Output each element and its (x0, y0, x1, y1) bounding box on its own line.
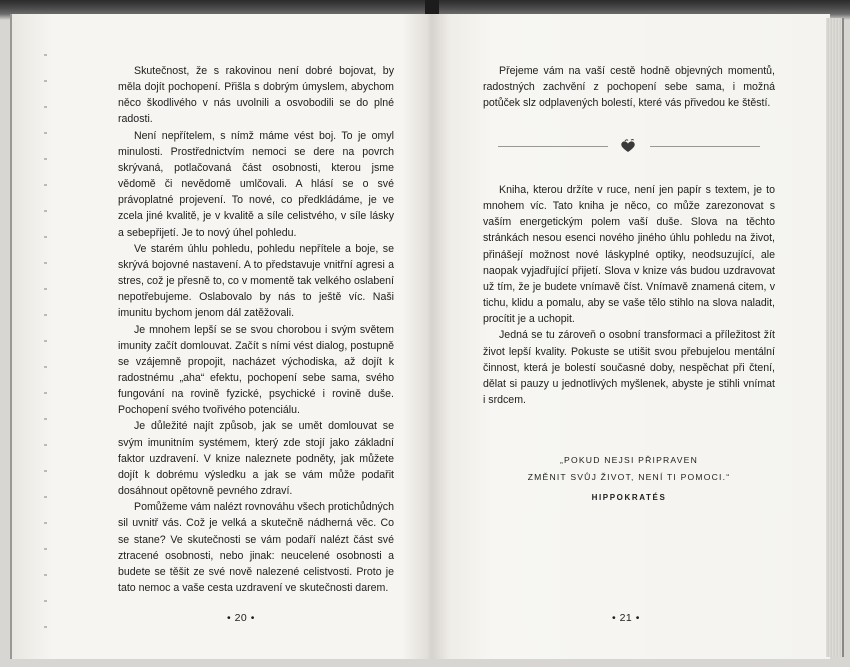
page-number-left: • 20 • (227, 612, 255, 624)
paragraph: Ve starém úhlu pohledu, pohledu nepřítele a boje, se skrývá bojovné nastavení. A to představuje vnitřní agresi a stres, což je přesně to, co v momentě tak velkého oslabení nepotřebujeme. Oslabovalo by nás to ještě víc. Naši imunitu bychom jenom dál zatěžovali. (118, 242, 394, 320)
quote-line: ZMĚNIT SVŮJ ŽIVOT, NENÍ TI POMOCI.“ (527, 472, 731, 482)
paragraph: Je mnohem lepší se se svou chorobou i svým světem imunity začít domlouvat. Začít s ními vést dialog, postupně se vzájemně propojit, nacházet východiska, až dojít k radostnému „aha“ efektu, pochopení sebe sama, svého fungování na rovině fyzické, psychické i rovině duše. Pochopení svého tvořivého potenciálu. (118, 323, 394, 417)
paragraph: Kniha, kterou držíte v ruce, není jen papír s textem, je to mnohem víc. Tato kniha je něco, co může zarezonovat s vaším energetickým polem vaší duše. Slova na těchto stránkách nesou esenci nového jiného úhlu pohledu na život, přinášejí možnost nové láskyplné optiky, neodsuzující, ale naopak vyjadřující přijetí. Slova v knize vás budou uzdravovat už tím, že je budete vnímavě číst. Vnímavě znamená citem, v tichu, klidu a pomalu, aby se vaše tělo stihlo na slova naladit, procítit je a uchopit. (483, 184, 775, 326)
divider-line (498, 146, 608, 147)
quote-line: „POKUD NEJSI PŘIPRAVEN (560, 455, 698, 465)
right-page-text (483, 182, 775, 408)
paragraph: Není nepřítelem, s nímž máme vést boj. To je omyl minulosti. Prostřednictvím nemoci se dere na povrch skrývaná, potlačovaná část osobnosti, kterou jsme vědomě či nevědomě umlčovali. A hlásí se o své právoplatné projevení. To nové, co předkládáme, je ve zcela jiné kvalitě, je v kvalitě a síle celistvého, v síle lásky a sebepřijetí. Je to nový úhel pohledu. (118, 129, 394, 239)
paragraph: Skutečnost, že s rakovinou není dobré bojovat, by měla dojít pochopení. Přišla s dobrým úmyslem, abychom něco škodlivého v nás uvolnili a osvobodili se do plné radosti. (118, 65, 394, 126)
page-edges (826, 18, 844, 657)
intro-paragraph: Přejeme vám na vaší cestě hodně objevných momentů, radostných zachvění z pochopení sebe sama, i možná potůček slz odplavených bolestí, které vás přivedou ke štěstí. (483, 65, 775, 110)
heart-ornament-icon (616, 138, 640, 154)
right-page-intro (483, 63, 775, 111)
binding-marks (44, 40, 47, 630)
page-number-right: • 21 • (612, 612, 640, 624)
divider-line (650, 146, 760, 147)
paragraph: Je důležité najít způsob, jak se umět domlouvat se svým imunitním systémem, který zde stojí jako základní faktor uzdravení. V knize naleznete podněty, jak můžete dojít k dobrému výsledku a jak se vám může podařit dosáhnout opětovně pevného zdraví. (118, 420, 394, 498)
quote-author: HIPPOKRATÉS (591, 493, 667, 502)
ornament-divider (498, 138, 760, 154)
paragraph: Jedná se tu zároveň o osobní transformaci a příležitost žít život lepší kvality. Pokuste se utišit svou přebujelou mentální činnost, která je bolestí současné doby, nespěchat při čtení, dělat si pauzy u jednotlivých myšlenek, abyste je stihli vnímat i srdcem. (483, 329, 775, 407)
left-page-text (118, 63, 394, 596)
paragraph: Pomůžeme vám nalézt rovnováhu všech protichůdných sil uvnitř vás. Což je velká a skutečně nádherná věc. Co se stane? Ve skutečnosti se vám podaří nalézt část své ztracené osobnosti, nebo jinak: neucelené osobnosti a budete se těšit ze své nově nalezené celistvosti. Proto je tato nemoc a vaše cesta uzdravení ve skutečnosti darem. (118, 501, 394, 594)
